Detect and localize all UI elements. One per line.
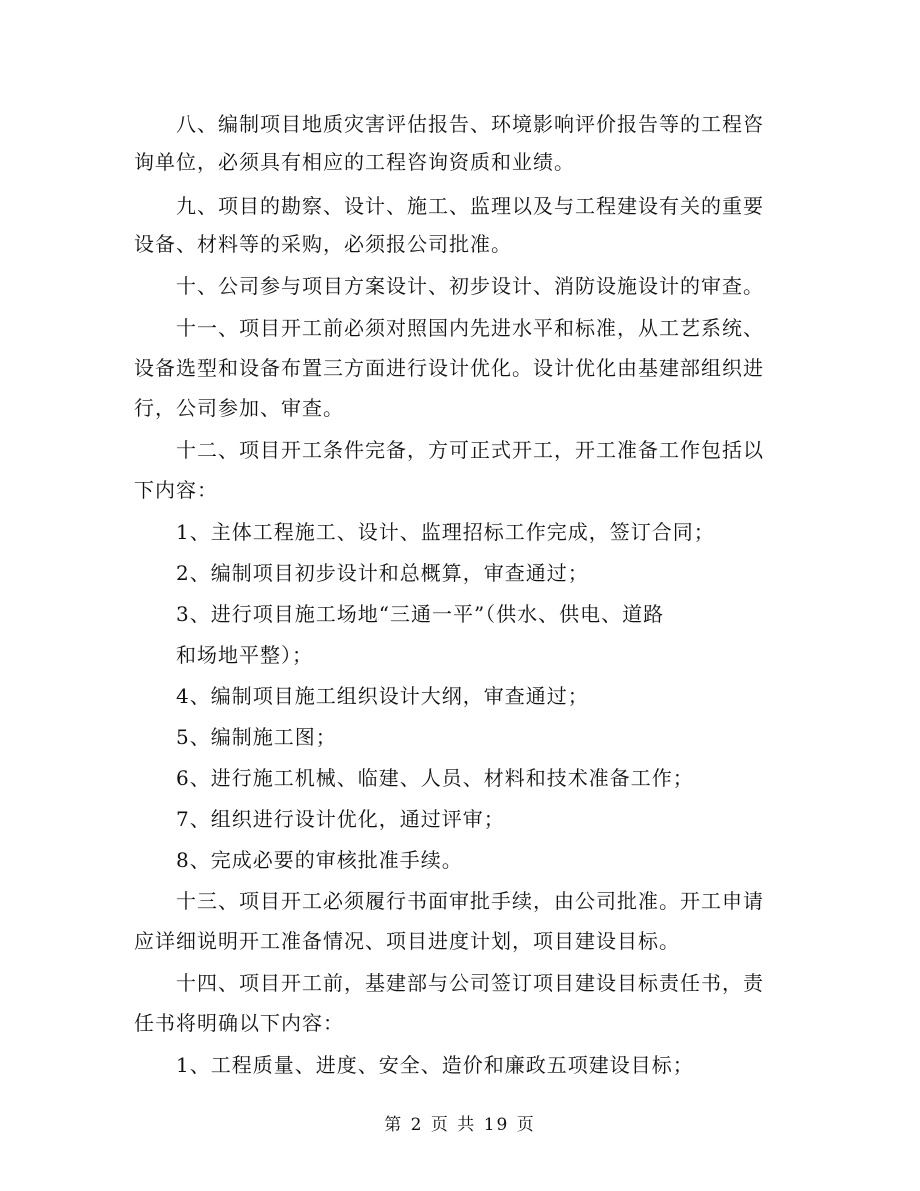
text-line: 4、编制项目施工组织设计大纲，审查通过； xyxy=(176,684,589,708)
text-line: 任书将明确以下内容： xyxy=(134,1011,344,1035)
text-line: 设备、材料等的采购，必须报公司批准。 xyxy=(134,232,512,256)
page-number-footer: 第 2 页 共 19 页 xyxy=(384,1115,536,1135)
text-line: 3、进行项目施工场地“三通一平”（供水、供电、道路 xyxy=(176,602,665,626)
text-line: 和场地平整）； xyxy=(176,643,313,667)
text-line: 下内容： xyxy=(134,478,218,502)
text-line: 十三、项目开工必须履行书面审批手续，由公司批准。开工申请 xyxy=(176,889,764,913)
text-line: 行，公司参加、审查。 xyxy=(134,396,344,420)
text-line: 十一、项目开工前必须对照国内先进水平和标准，从工艺系统、 xyxy=(176,316,764,340)
text-line: 九、项目的勘察、设计、施工、监理以及与工程建设有关的重要 xyxy=(176,194,764,218)
text-line: 6、进行施工机械、临建、人员、材料和技术准备工作； xyxy=(176,766,694,790)
text-line: 1、主体工程施工、设计、监理招标工作完成，签订合同； xyxy=(176,520,715,544)
text-line: 十、公司参与项目方案设计、初步设计、消防设施设计的审查。 xyxy=(176,274,764,298)
text-line: 5、编制施工图； xyxy=(176,725,337,749)
text-line: 询单位，必须具有相应的工程咨询资质和业绩。 xyxy=(134,150,575,174)
text-line: 十二、项目开工条件完备，方可正式开工，开工准备工作包括以 xyxy=(176,438,764,462)
text-line: 2、编制项目初步设计和总概算，审查通过； xyxy=(176,561,589,585)
text-line: 1、工程质量、进度、安全、造价和廉政五项建设目标； xyxy=(176,1053,694,1077)
text-line: 应详细说明开工准备情况、项目进度计划，项目建设目标。 xyxy=(134,929,680,953)
text-line: 7、组织进行设计优化，通过评审； xyxy=(176,807,505,831)
text-line: 8、完成必要的审核批准手续。 xyxy=(176,848,463,872)
text-line: 十四、项目开工前，基建部与公司签订项目建设目标责任书，责 xyxy=(176,971,764,995)
text-line: 设备选型和设备布置三方面进行设计优化。设计优化由基建部组织进 xyxy=(134,356,764,380)
text-line: 八、编制项目地质灾害评估报告、环境影响评价报告等的工程咨 xyxy=(176,112,764,136)
